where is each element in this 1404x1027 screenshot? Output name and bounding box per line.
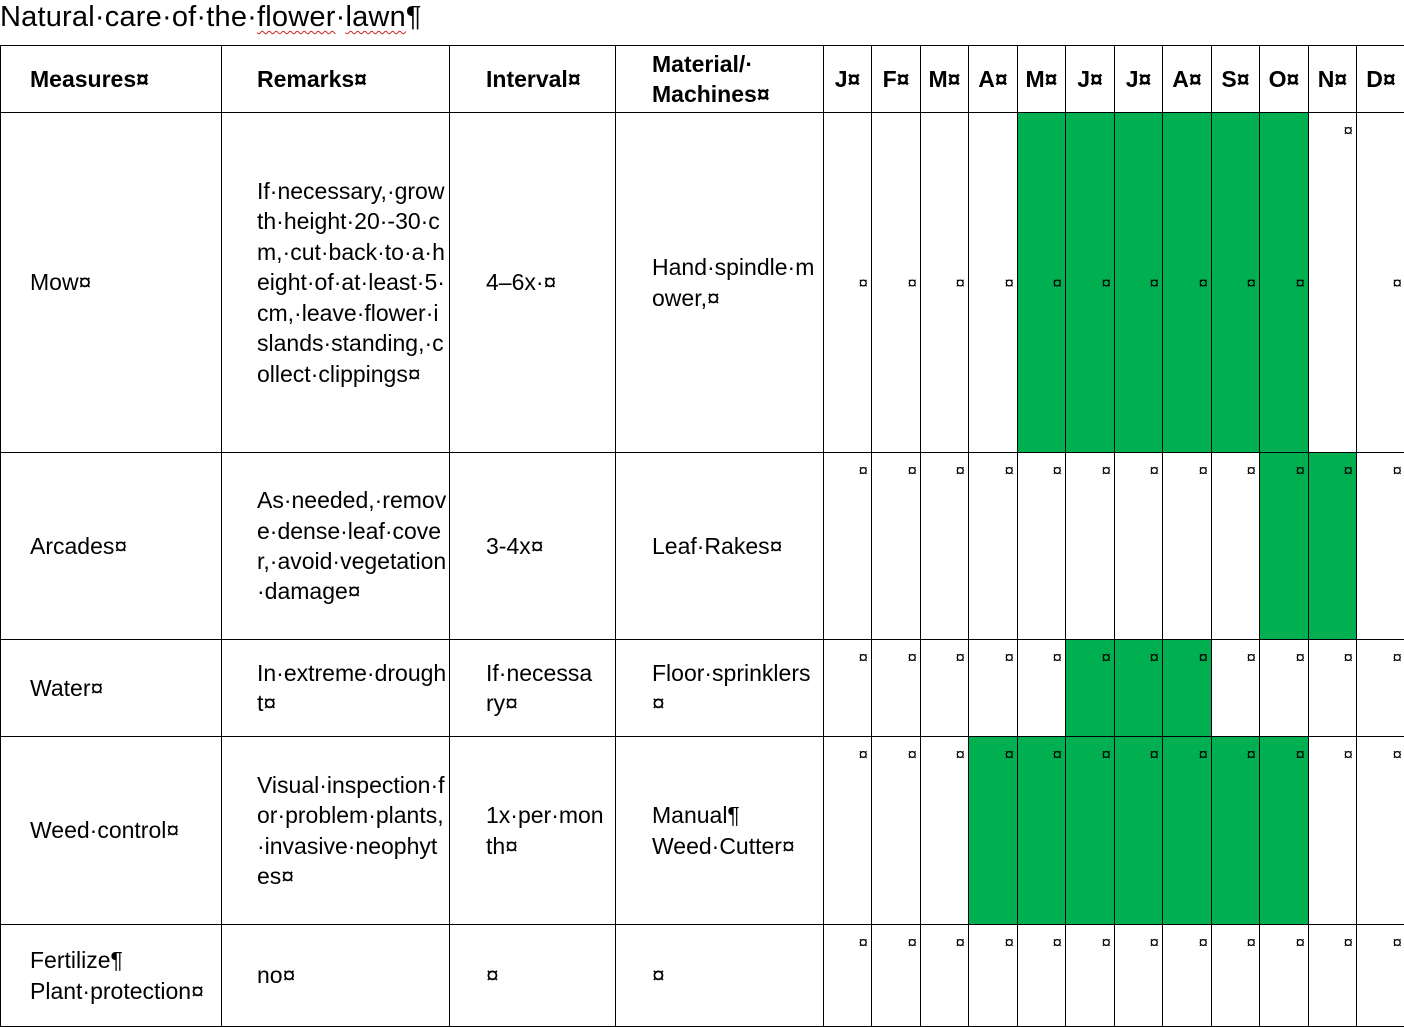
cell-end-mark: ¤ — [1199, 462, 1208, 479]
month-cell[interactable] — [872, 453, 921, 640]
cell-end-mark: ¤ — [1005, 934, 1014, 951]
remarks-cell[interactable] — [222, 453, 450, 640]
cell-end-mark: ¤ — [1053, 462, 1062, 479]
month-header[interactable]: M¤ — [921, 46, 969, 113]
remarks-cell-text: Visual·inspection·for·problem·plants,·invasive·neophytes¤ — [257, 770, 447, 892]
cell-end-mark: ¤ — [1344, 934, 1353, 951]
cell-end-mark: ¤ — [859, 746, 868, 763]
month-cell[interactable] — [824, 113, 872, 453]
month-cell[interactable] — [921, 113, 969, 453]
title-flower-word[interactable]: flower — [257, 1, 336, 33]
measure-cell-text: Fertilize¶ Plant·protection¤ — [30, 945, 215, 1006]
cell-end-mark: ¤ — [956, 649, 965, 666]
measure-cell[interactable] — [1, 113, 222, 453]
remarks-cell-text: As·needed,·remove·dense·leaf·cover,·avoid·vegetation·damage¤ — [257, 485, 447, 607]
month-cell[interactable] — [1066, 640, 1115, 737]
cell-end-mark: ¤ — [1393, 746, 1402, 763]
cell-end-mark: ¤ — [956, 462, 965, 479]
interval-cell-text: If·necessary¤ — [486, 658, 596, 719]
cell-end-mark: ¤ — [908, 746, 917, 763]
cell-end-mark: ¤ — [1344, 462, 1353, 479]
table-row-fertilize — [1, 925, 1404, 1027]
cell-end-mark: ¤ — [1005, 274, 1014, 291]
cell-end-mark: ¤ — [1150, 274, 1159, 291]
cell-end-mark: ¤ — [1005, 462, 1014, 479]
remarks-cell[interactable] — [222, 737, 450, 925]
header-material-text: Material/· Machines¤ — [652, 49, 817, 110]
document-title[interactable] — [0, 0, 422, 44]
month-cell[interactable] — [1115, 640, 1163, 737]
month-cell[interactable] — [1357, 453, 1404, 640]
month-cell[interactable] — [1260, 113, 1309, 453]
cell-end-mark: ¤ — [1296, 746, 1305, 763]
month-cell[interactable] — [1357, 737, 1404, 925]
month-header[interactable]: J¤ — [1066, 46, 1115, 113]
month-cell[interactable] — [824, 640, 872, 737]
month-cell[interactable] — [1260, 925, 1309, 1027]
month-cell[interactable] — [921, 453, 969, 640]
cell-end-mark: ¤ — [1344, 649, 1353, 666]
cell-end-mark: ¤ — [956, 274, 965, 291]
month-cell[interactable] — [1212, 925, 1260, 1027]
month-cell[interactable] — [1066, 925, 1115, 1027]
month-cell[interactable] — [1066, 737, 1115, 925]
month-cell[interactable] — [1357, 113, 1404, 453]
title-text: Natural·care·of·the· — [0, 1, 257, 33]
month-cell[interactable] — [1260, 737, 1309, 925]
cell-end-mark: ¤ — [1247, 934, 1256, 951]
material-cell-text: Manual¶ Weed·Cutter¤ — [652, 800, 822, 861]
cell-end-mark: ¤ — [1150, 746, 1159, 763]
month-cell[interactable] — [921, 737, 969, 925]
cell-end-mark: ¤ — [859, 274, 868, 291]
measure-cell-text: Water¤ — [30, 673, 215, 703]
interval-cell[interactable] — [450, 113, 616, 453]
remarks-cell-text: In·extreme·drought¤ — [257, 658, 447, 719]
material-cell[interactable] — [616, 640, 824, 737]
month-cell[interactable] — [824, 737, 872, 925]
table-row-weed-control — [1, 737, 1404, 925]
month-cell[interactable] — [969, 453, 1018, 640]
header-interval[interactable]: Interval¤ — [450, 46, 616, 113]
measure-cell-text: Arcades¤ — [30, 531, 215, 561]
month-cell[interactable] — [1163, 453, 1212, 640]
measure-cell-text: Weed·control¤ — [30, 815, 215, 845]
interval-cell[interactable] — [450, 640, 616, 737]
material-cell-text: Hand·spindle·mower,¤ — [652, 252, 822, 313]
month-cell[interactable] — [1212, 640, 1260, 737]
month-cell[interactable] — [1163, 737, 1212, 925]
month-cell[interactable] — [1163, 925, 1212, 1027]
cell-end-mark: ¤ — [1199, 746, 1208, 763]
month-cell[interactable] — [969, 640, 1018, 737]
table-row-mow — [1, 113, 1404, 453]
cell-end-mark: ¤ — [908, 649, 917, 666]
month-cell[interactable] — [1212, 113, 1260, 453]
cell-end-mark: ¤ — [1102, 746, 1111, 763]
month-cell[interactable] — [1066, 453, 1115, 640]
cell-end-mark: ¤ — [1247, 274, 1256, 291]
month-header[interactable]: N¤ — [1309, 46, 1357, 113]
month-cell[interactable] — [921, 925, 969, 1027]
cell-end-mark: ¤ — [859, 934, 868, 951]
month-cell[interactable] — [824, 453, 872, 640]
month-cell[interactable] — [872, 737, 921, 925]
cell-end-mark: ¤ — [1393, 274, 1402, 291]
cell-end-mark: ¤ — [1296, 462, 1305, 479]
table-row-water — [1, 640, 1404, 737]
month-cell[interactable] — [1018, 925, 1066, 1027]
measure-cell[interactable] — [1, 925, 222, 1027]
month-header[interactable]: J¤ — [1115, 46, 1163, 113]
cell-end-mark: ¤ — [1199, 274, 1208, 291]
month-cell[interactable] — [921, 640, 969, 737]
cell-end-mark: ¤ — [1053, 649, 1062, 666]
interval-cell-text: ¤ — [486, 960, 596, 990]
cell-end-mark: ¤ — [1053, 274, 1062, 291]
remarks-cell[interactable] — [222, 640, 450, 737]
interval-cell[interactable] — [450, 737, 616, 925]
header-measures[interactable]: Measures¤ — [1, 46, 222, 113]
material-cell-text: ¤ — [652, 960, 822, 990]
cell-end-mark: ¤ — [1199, 649, 1208, 666]
cell-end-mark: ¤ — [1296, 274, 1305, 291]
month-header[interactable]: S¤ — [1212, 46, 1260, 113]
cell-end-mark: ¤ — [1102, 462, 1111, 479]
interval-cell-text: 1x·per·month¤ — [486, 800, 606, 861]
month-cell[interactable] — [969, 113, 1018, 453]
month-cell[interactable] — [1309, 737, 1357, 925]
cell-end-mark: ¤ — [1005, 649, 1014, 666]
cell-end-mark: ¤ — [908, 462, 917, 479]
cell-end-mark: ¤ — [1053, 746, 1062, 763]
month-cell[interactable] — [1018, 737, 1066, 925]
cell-end-mark: ¤ — [1102, 274, 1111, 291]
care-schedule-table — [0, 45, 1404, 1027]
month-cell[interactable] — [1018, 640, 1066, 737]
header-material-machines[interactable] — [616, 46, 824, 113]
table-row-arcades — [1, 453, 1404, 640]
cell-end-mark: ¤ — [859, 649, 868, 666]
month-header[interactable]: A¤ — [1163, 46, 1212, 113]
month-header[interactable]: M¤ — [1018, 46, 1066, 113]
material-cell[interactable] — [616, 113, 824, 453]
cell-end-mark: ¤ — [956, 746, 965, 763]
interval-cell-text: 3-4x¤ — [486, 531, 596, 561]
month-cell[interactable] — [1115, 113, 1163, 453]
title-pilcrow: ¶ — [406, 1, 422, 33]
month-cell[interactable] — [969, 737, 1018, 925]
cell-end-mark: ¤ — [1393, 649, 1402, 666]
cell-end-mark: ¤ — [908, 934, 917, 951]
cell-end-mark: ¤ — [1247, 649, 1256, 666]
month-cell[interactable] — [1260, 640, 1309, 737]
month-cell[interactable] — [1163, 640, 1212, 737]
cell-end-mark: ¤ — [908, 274, 917, 291]
cell-end-mark: ¤ — [1150, 462, 1159, 479]
month-cell[interactable] — [1309, 925, 1357, 1027]
month-header[interactable]: D¤ — [1357, 46, 1404, 113]
cell-end-mark: ¤ — [1393, 462, 1402, 479]
month-cell[interactable] — [1018, 113, 1066, 453]
cell-end-mark: ¤ — [1102, 649, 1111, 666]
cell-end-mark: ¤ — [1150, 934, 1159, 951]
material-cell[interactable] — [616, 453, 824, 640]
month-header[interactable]: O¤ — [1260, 46, 1309, 113]
cell-end-mark: ¤ — [1247, 746, 1256, 763]
header-remarks[interactable]: Remarks¤ — [222, 46, 450, 113]
title-separator: · — [336, 1, 346, 33]
cell-end-mark: ¤ — [1393, 934, 1402, 951]
month-cell[interactable] — [824, 925, 872, 1027]
month-cell[interactable] — [1309, 113, 1357, 453]
month-header[interactable]: F¤ — [872, 46, 921, 113]
cell-end-mark: ¤ — [1053, 934, 1062, 951]
cell-end-mark: ¤ — [956, 934, 965, 951]
month-cell[interactable] — [969, 925, 1018, 1027]
month-cell[interactable] — [1066, 113, 1115, 453]
month-cell[interactable] — [1357, 640, 1404, 737]
month-cell[interactable] — [1260, 453, 1309, 640]
remarks-cell[interactable] — [222, 113, 450, 453]
cell-end-mark: ¤ — [1199, 934, 1208, 951]
remarks-cell[interactable] — [222, 925, 450, 1027]
month-header[interactable]: J¤ — [824, 46, 872, 113]
cell-end-mark: ¤ — [1247, 462, 1256, 479]
month-cell[interactable] — [1309, 453, 1357, 640]
month-cell[interactable] — [1115, 737, 1163, 925]
cell-end-mark: ¤ — [1296, 934, 1305, 951]
interval-cell[interactable] — [450, 925, 616, 1027]
month-cell[interactable] — [1115, 925, 1163, 1027]
cell-end-mark: ¤ — [1344, 122, 1353, 139]
interval-cell[interactable] — [450, 453, 616, 640]
month-cell[interactable] — [872, 925, 921, 1027]
cell-end-mark: ¤ — [1005, 746, 1014, 763]
cell-end-mark: ¤ — [1150, 649, 1159, 666]
month-header[interactable]: A¤ — [969, 46, 1018, 113]
remarks-cell-text: no¤ — [257, 960, 447, 990]
material-cell-text: Leaf·Rakes¤ — [652, 531, 822, 561]
header-row — [1, 46, 1404, 113]
cell-end-mark: ¤ — [1344, 746, 1353, 763]
measure-cell[interactable] — [1, 640, 222, 737]
month-cell[interactable] — [1212, 737, 1260, 925]
cell-end-mark: ¤ — [1296, 649, 1305, 666]
month-cell[interactable] — [1115, 453, 1163, 640]
month-cell[interactable] — [872, 640, 921, 737]
measure-cell-text: Mow¤ — [30, 267, 215, 297]
remarks-cell-text: If·necessary,·growth·height·20·-30·cm,·cut·back·to·a·height·of·at·least·5·cm,·leave·flower·islands·standing,·collect·clippings¤ — [257, 176, 447, 389]
cell-end-mark: ¤ — [1102, 934, 1111, 951]
interval-cell-text: 4–6x·¤ — [486, 267, 596, 297]
month-cell[interactable] — [1018, 453, 1066, 640]
month-cell[interactable] — [872, 113, 921, 453]
title-lawn-word[interactable]: lawn — [345, 1, 405, 33]
month-cell[interactable] — [1357, 925, 1404, 1027]
month-cell[interactable] — [1163, 113, 1212, 453]
material-cell[interactable] — [616, 925, 824, 1027]
material-cell-text: Floor·sprinklers¤ — [652, 658, 822, 719]
cell-end-mark: ¤ — [859, 462, 868, 479]
measure-cell[interactable] — [1, 737, 222, 925]
material-cell[interactable] — [616, 737, 824, 925]
measure-cell[interactable] — [1, 453, 222, 640]
month-cell[interactable] — [1309, 640, 1357, 737]
month-cell[interactable] — [1212, 453, 1260, 640]
